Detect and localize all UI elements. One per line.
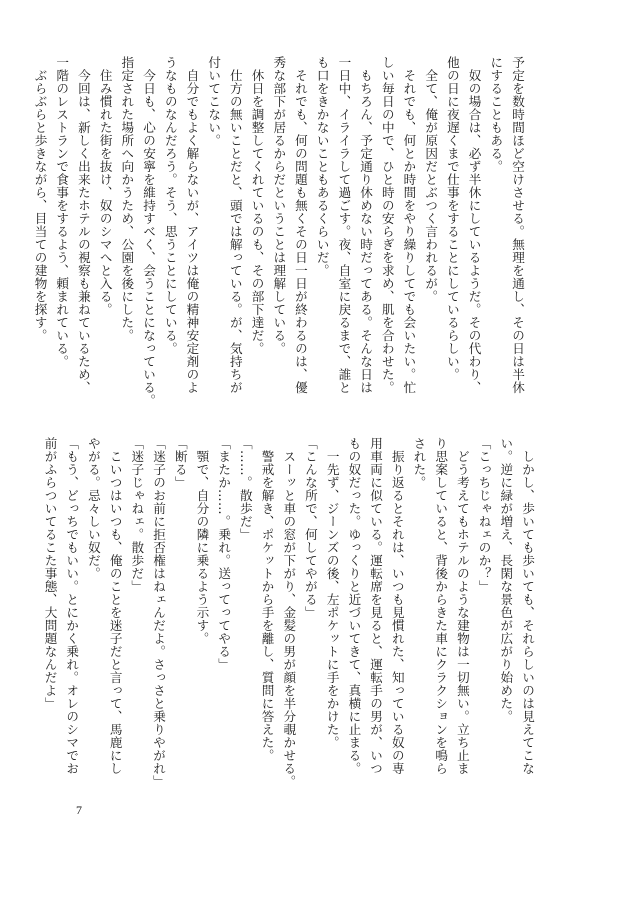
text-column: 今回は、新しく出来たホテルの視察も兼ねているため、 (75, 56, 91, 394)
text-column: 「こっちじゃねェのか？」 (476, 437, 492, 593)
text-column: 自分でもよく解らないが、アイツは俺の精神安定剤のよ (184, 56, 200, 394)
text-column: 今日も、心の安寧を維持すべく、会うことになっている。 (141, 56, 157, 407)
text-column: やがる。忌々しい奴だ。 (85, 437, 101, 580)
text-column: 「もう、どっちでもいい。とにかく乗れ。オレのシマでお (64, 437, 80, 775)
text-column: 用車両に似ている。運転席を見ると、運転手の男が、いつ (368, 437, 384, 775)
text-column: それでも、何の問題も無くその日一日が終わるのは、優 (292, 56, 308, 394)
text-column: どう考えてもホテルのような建物は一切無い。立ち止ま (454, 437, 470, 775)
upper-text-block (29, 56, 528, 407)
text-column: ぶらぶらと歩きながら、目当ての建物を探す。 (32, 56, 48, 342)
text-column: 「こんな所で、何してやがる」 (302, 437, 318, 619)
text-column: もの奴だった。ゆっくりと近づいてきて、真横に止まる。 (346, 437, 362, 775)
page-number: 7 (76, 803, 82, 817)
text-column: 休日を調整してくれているのも、その部下達だ。 (249, 56, 265, 355)
text-column: それでも、何とか時間をやり繰りしてでも会いたい。忙 (401, 56, 417, 394)
text-column: 一日中、イライラして過ごす。夜、自室に戻るまで、誰と (336, 56, 352, 394)
text-column: うなものなんだろう。そう、思うことにしている。 (162, 56, 178, 355)
text-column: 一先ず、ジーンズの後、左ポケットに手をかけた。 (324, 437, 340, 749)
text-column: 「……。散歩だ」 (237, 437, 253, 541)
text-column: された。 (411, 437, 427, 489)
text-column: スーッと車の窓が下がり、金髪の男が顔を半分覗かせる。 (281, 437, 297, 788)
text-column: しい毎日の中で、ひと時の安らぎを求め、肌を合わせた。 (379, 56, 395, 394)
text-column: 「またか……。乗れ。送ってってやる」 (216, 437, 232, 671)
text-column: 指定された場所へ向かうため、公園を後にした。 (119, 56, 135, 342)
text-column: 予定を数時間ほど空けさせる。無理を通し、その日は半休 (510, 56, 525, 394)
text-column: こいつはいつも、俺のことを迷子だと言って、馬鹿にし (107, 437, 123, 775)
text-column: も口をきかないこともあるくらいだ。 (314, 56, 330, 277)
text-column: 他の日に夜遅くまで仕事をすることにしているらしい。 (444, 56, 460, 381)
text-column: 「迷子のお前に拒否権はねェんだよ。さっさと乗りやがれ」 (151, 437, 167, 788)
text-column: い。逆に緑が増え、長閑な景色が広がり始めた。 (498, 437, 514, 723)
text-column: 「断る」 (172, 437, 188, 489)
text-column: り思案していると、背後からきた車にクラクションを鳴ら (433, 437, 449, 775)
text-column: 一階のレストランで食事をするよう、頼まれている。 (54, 56, 70, 368)
text-column: もちろん、予定通り休めない時だってある。そんな日は (358, 56, 374, 394)
text-column: にすることもある。 (488, 56, 504, 173)
text-column: 振り返るとそれは、いつも見慣れた、知っている奴の専 (389, 437, 405, 775)
text-column: 住み慣れた街を抜け、奴のシマへと入る。 (97, 56, 113, 316)
text-column: 全て、俺が原因だとぶつく言われるが。 (423, 56, 439, 303)
text-column: 仕方の無いことだと、頭では解っている。が、気持ちが (227, 56, 243, 394)
text-column: 警戒を解き、ポケットから手を離し、質問に答えた。 (259, 437, 275, 762)
text-column: しかし、歩いても歩いても、それらしいのは見えてこな (520, 437, 535, 775)
text-column: 秀な部下が居るからだということは理解している。 (271, 56, 287, 355)
text-column: 付いてこない。 (206, 56, 222, 147)
lower-text-block (39, 437, 538, 788)
text-column: 「迷子じゃねェ。散歩だ」 (129, 437, 145, 593)
text-column: 奴の場合は、必ず半休にしているようだ。その代わり、 (466, 56, 482, 394)
text-column: 顎で、自分の隣に乗るよう示す。 (194, 437, 210, 645)
text-column: 前がふらついてるこた事態、大問題なんだよ」 (42, 437, 58, 710)
